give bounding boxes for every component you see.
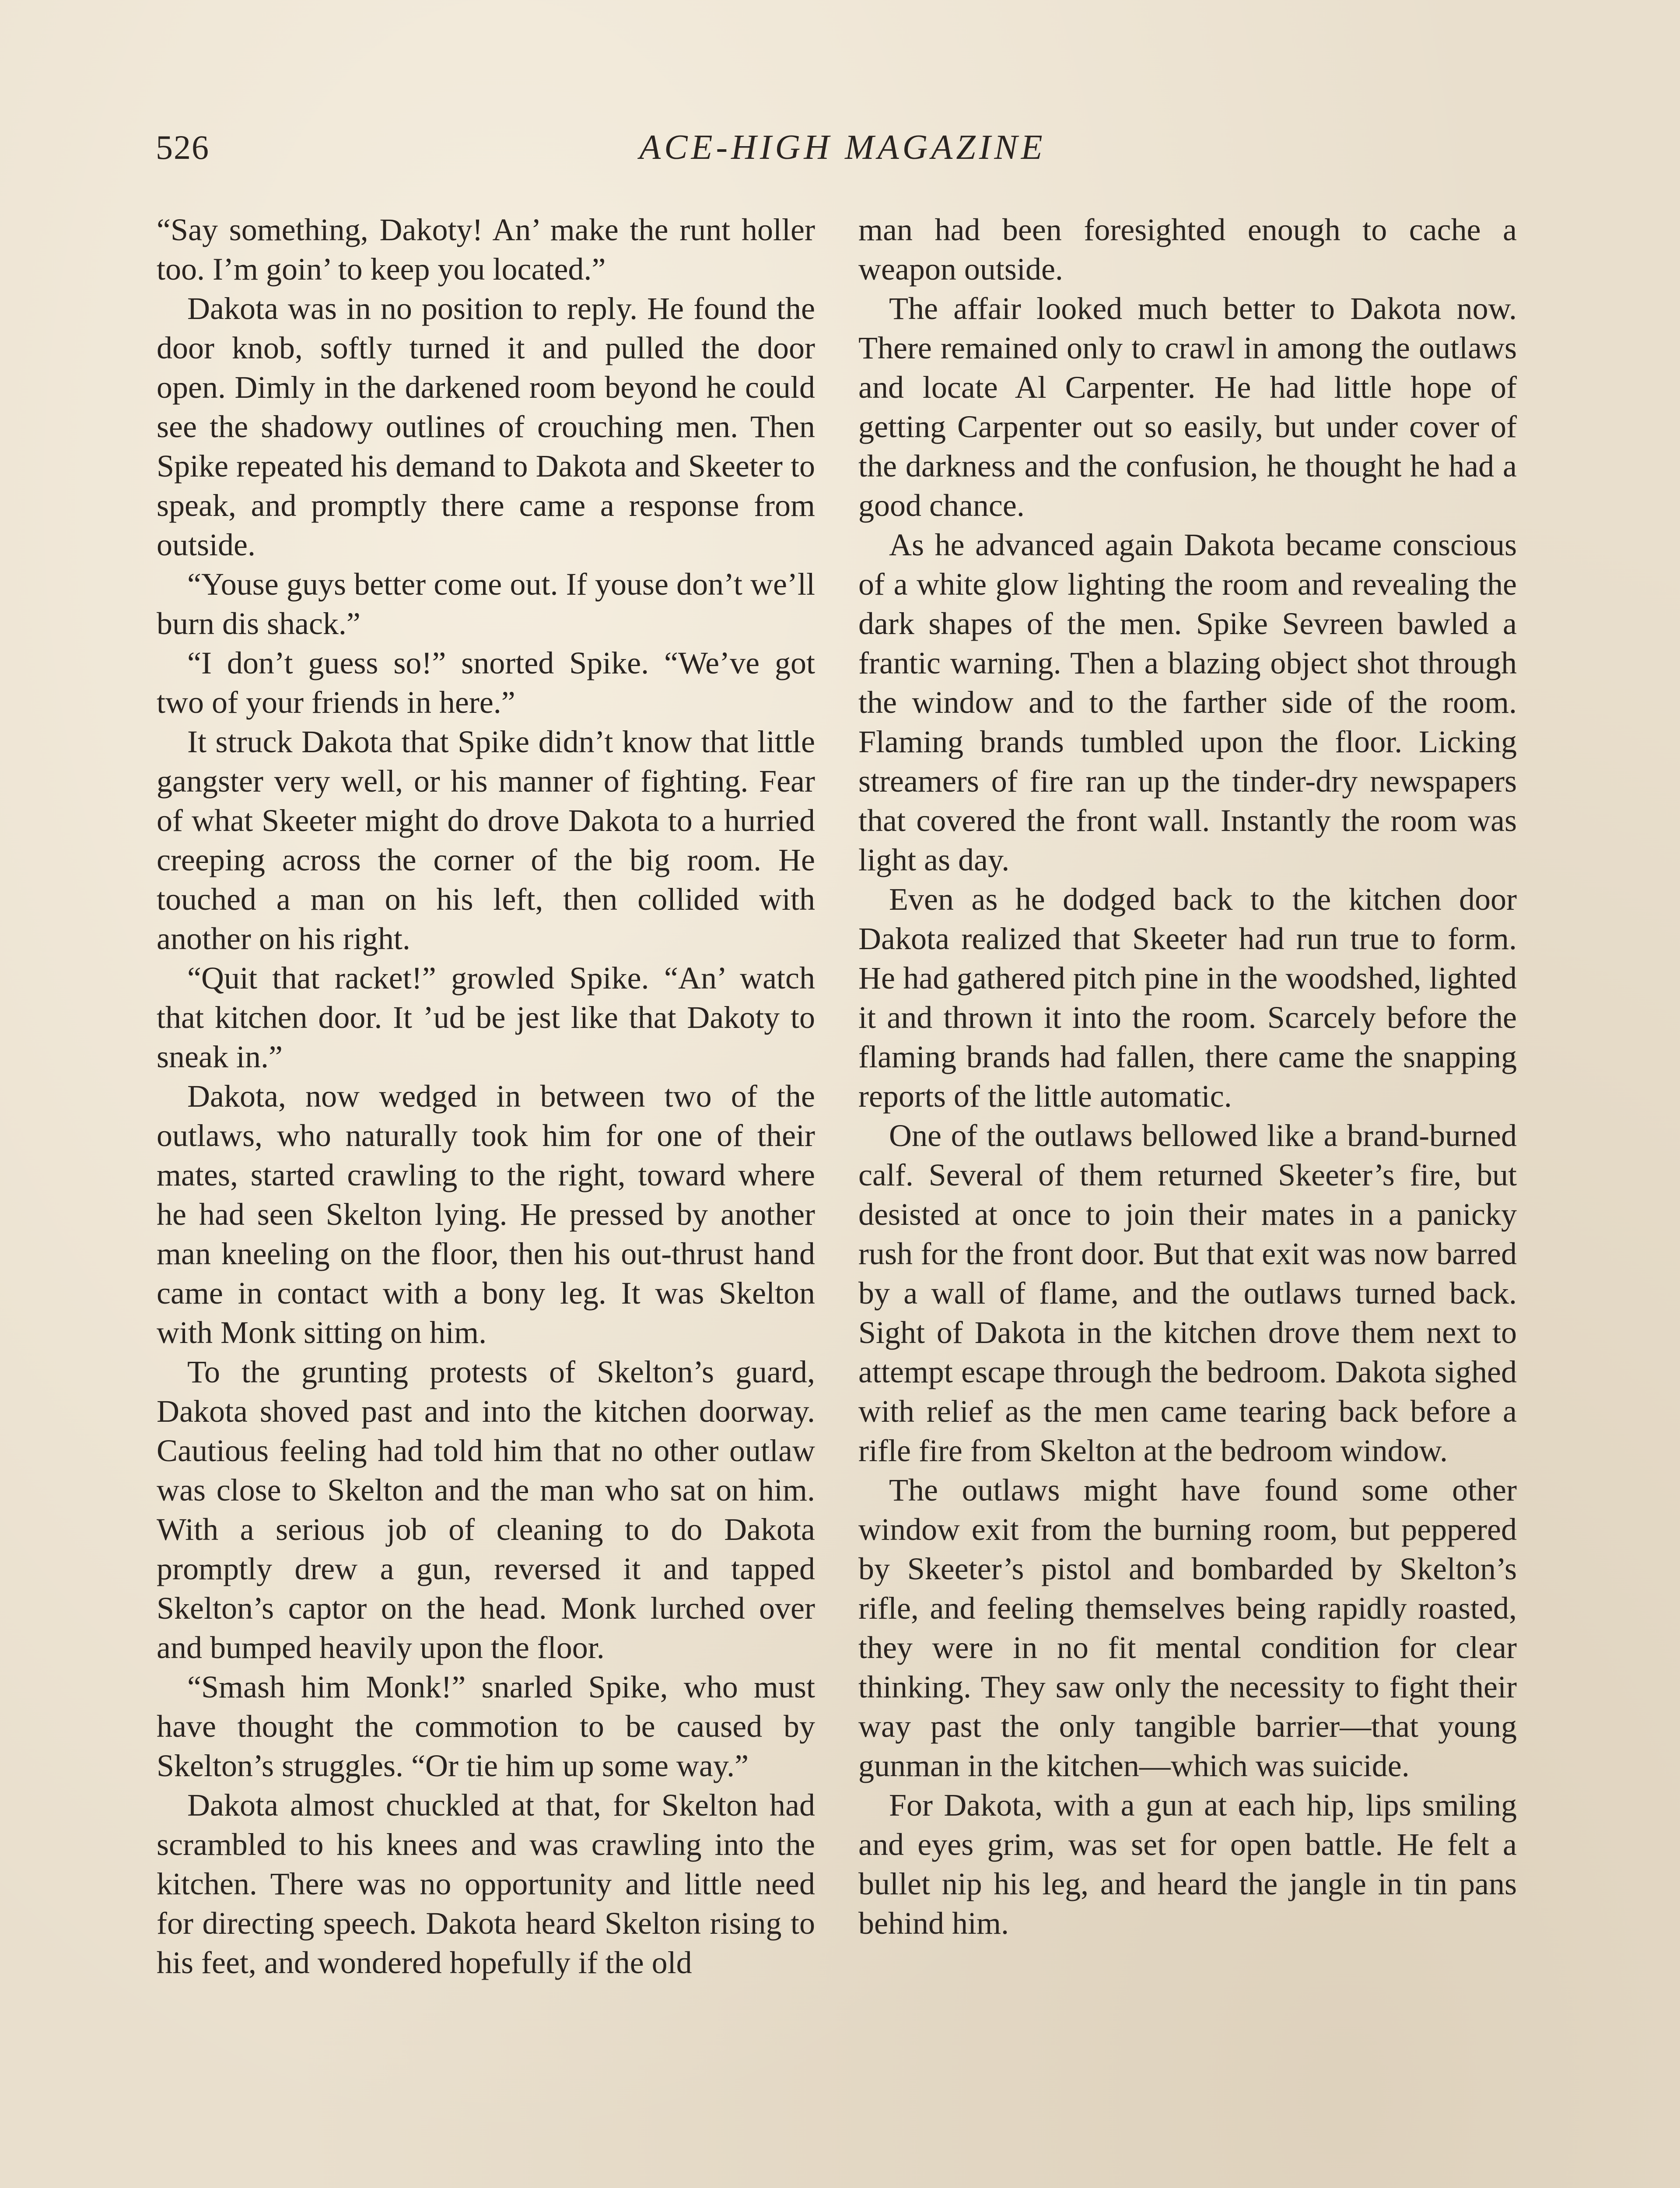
- paragraph: Dakota, now wedged in between two of the outlaws, who naturally took him for one of their mates, started crawling to the right, toward where he had seen Skelton lying. He pressed by another man kneeling on the floor, then his out-thrust hand came in contact with a bony leg. It was Skelton with Monk sitting on him.: [157, 1079, 815, 1350]
- text-column-left: [157, 210, 815, 2188]
- paragraph: To the grunting protests of Skelton’s guard, Dakota shoved past and into the kitchen doorway. Cautious feeling had told him that no other outlaw was close to Skelton and the man who sat on him. With a serious job of cleaning to do Dakota promptly drew a gun, reversed it and tapped Skelton’s captor on the head. Monk lurched over and bumped heavily upon the floor.: [157, 1354, 815, 1665]
- paragraph: Even as he dodged back to the kitchen door Dakota realized that Skeeter had run true to form. He had gathered pitch pine in the woodshed, lighted it and thrown it into the room. Scarcely before the flaming brands had fallen, there came the snapping reports of the little automatic.: [858, 882, 1517, 1114]
- magazine-title: ACE-HIGH MAGAZINE: [639, 128, 1046, 167]
- paragraph: Dakota was in no position to reply. He found the door knob, softly turned it and pulled the door open. Dimly in the darkened room beyond he could see the shadowy outlines of crouching men. Then Spike repeated his demand to Dakota and Skeeter to speak, and promptly there came a response from outside.: [157, 291, 815, 562]
- paragraph: Dakota almost chuckled at that, for Skelton had scrambled to his knees and was crawling into the kitchen. There was no opportunity and little need for directing speech. Dakota heard Skelton rising to his feet, and wondered hopefully if the old: [157, 1788, 815, 1980]
- paragraph: “Say something, Dakoty! An’ make the runt holler too. I’m goin’ to keep you located.”: [157, 212, 815, 287]
- paragraph: One of the outlaws bellowed like a brand-burned calf. Several of them returned Skeeter’s fire, but desisted at once to join their mates in a panicky rush for the front door. But that exit was now barred by a wall of flame, and the outlaws turned back. Sight of Dakota in the kitchen drove them next to attempt escape through the bedroom. Dakota sighed with relief as the men came tearing back before a rifle fire from Skelton at the bedroom window.: [858, 1118, 1517, 1468]
- paragraph: For Dakota, with a gun at each hip, lips smiling and eyes grim, was set for open battle. He felt a bullet nip his leg, and heard the jangle in tin pans behind him.: [858, 1788, 1517, 1941]
- page-number: 526: [156, 128, 210, 166]
- paragraph: “Youse guys better come out. If youse don’t we’ll burn dis shack.”: [157, 567, 815, 641]
- paragraph: The outlaws might have found some other window exit from the burning room, but peppered by Skeeter’s pistol and bombarded by Skelton’s rifle, and feeling themselves being rapidly roasted, they were in no fit mental condition for clear thinking. They saw only the necessity to fight their way past the only tangible barrier—that young gunman in the kitchen—which was suicide.: [858, 1473, 1517, 1783]
- paragraph: The affair looked much better to Dakota now. There remained only to crawl in among the outlaws and locate Al Carpenter. He had little hope of getting Carpenter out so easily, but under cover of the darkness and the confusion, he thought he had a good chance.: [858, 291, 1517, 523]
- running-head: [156, 128, 1530, 176]
- paragraph: “Quit that racket!” growled Spike. “An’ watch that kitchen door. It ’ud be jest like that Dakoty to sneak in.”: [157, 961, 815, 1074]
- paragraph: “I don’t guess so!” snorted Spike. “We’ve got two of your friends in here.”: [157, 645, 815, 720]
- text-column-right: [858, 210, 1517, 2188]
- paragraph: It struck Dakota that Spike didn’t know that little gangster very well, or his manner of fighting. Fear of what Skeeter might do drove Dakota to a hurried creeping across the corner of the big room. He touched a man on his left, then collided with another on his right.: [157, 724, 815, 956]
- paragraph: man had been foresighted enough to cache a weapon outside.: [858, 212, 1517, 287]
- paragraph: “Smash him Monk!” snarled Spike, who must have thought the commotion to be caused by Skelton’s struggles. “Or tie him up some way.”: [157, 1669, 815, 1783]
- paragraph: As he advanced again Dakota became conscious of a white glow lighting the room and revealing the dark shapes of the men. Spike Sevreen bawled a frantic warning. Then a blazing object shot through the window and to the farther side of the room. Flaming brands tumbled upon the floor. Licking streamers of fire ran up the tinder-dry newspapers that covered the front wall. Instantly the room was light as day.: [858, 527, 1517, 877]
